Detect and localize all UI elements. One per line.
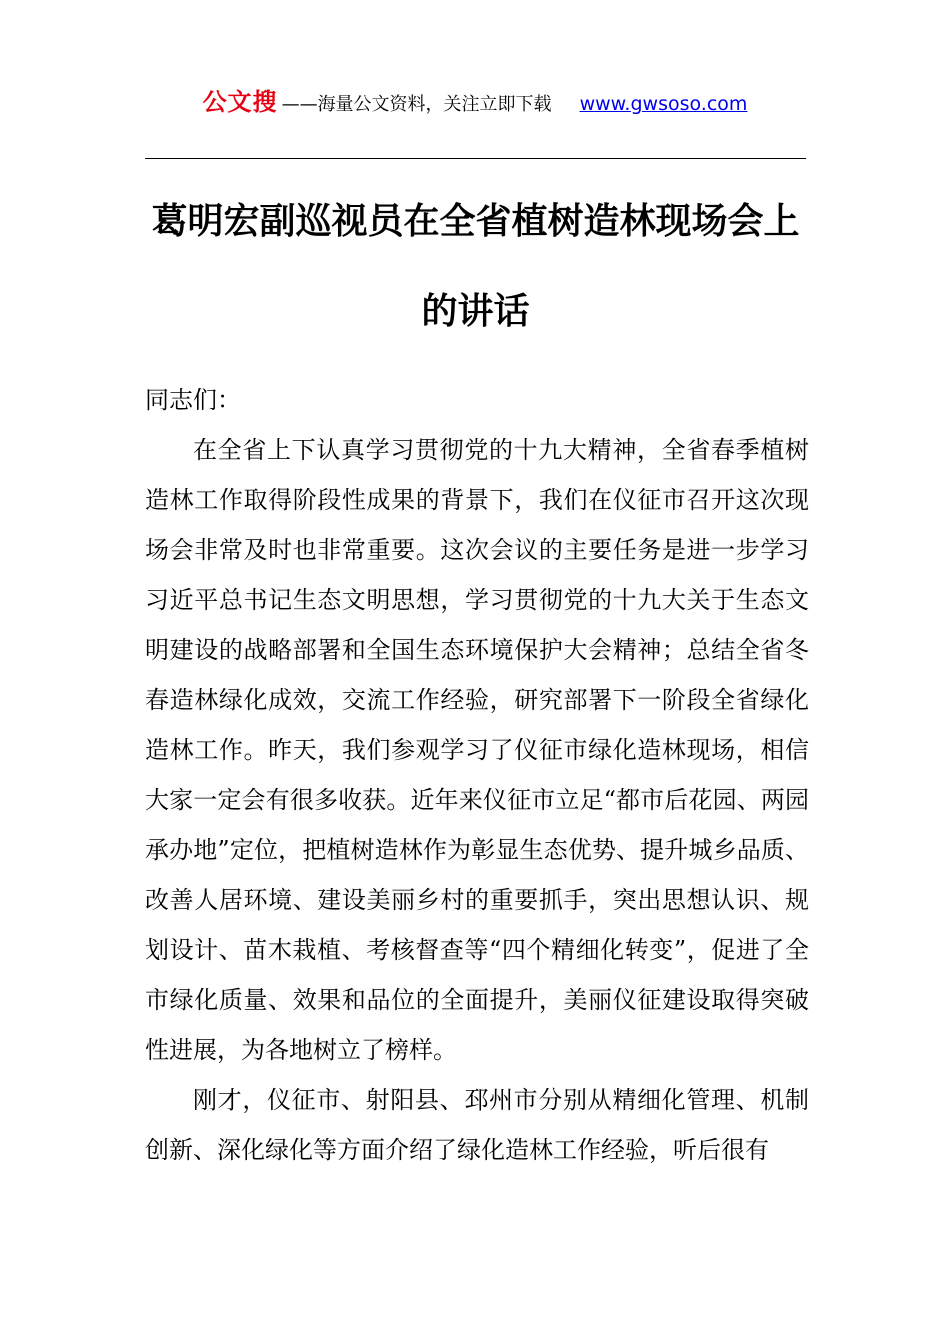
- document-title: 葛明宏副巡视员在全省植树造林现场会上的讲话: [151, 200, 800, 332]
- body-paragraph-1: 在全省上下认真学习贯彻党的十九大精神，全省春季植树造林工作取得阶段性成果的背景下，我们在仪征市召开这次现场会非常及时也非常重要。这次会议的主要任务是进一步学习习近平总书记生态文明思想，学习贯彻党的十九大关于生态文明建设的战略部署和全国生态环境保护大会精神；总结全省冬春造林绿化成效，交流工作经验，研究部署下一阶段全省绿化造林工作。昨天，我们参观学习了仪征市绿化造林现场，相信大家一定会有很多收获。近年来仪征市立足“都市后花园、两园承办地”定位，把植树造林作为彰显生态优势、提升城乡品质、改善人居环境、建设美丽乡村的重要抓手，突出思想认识、规划设计、苗木栽植、考核督查等“四个精细化转变”，促进了全市绿化质量、效果和品位的全面提升，美丽仪征建设取得突破性进展，为各地树立了榜样。: [145, 436, 809, 1064]
- header-tagline: ——海量公文资料，关注立即下载: [281, 94, 552, 115]
- document-body: [145, 375, 809, 1175]
- body-paragraph-2: 刚才，仪征市、射阳县、邳州市分别从精细化管理、机制创新、深化绿化等方面介绍了绿化造林工作经验，听后很有: [145, 1086, 809, 1164]
- header-divider: [145, 158, 806, 159]
- website-link[interactable]: www.gwsoso.com: [579, 93, 748, 115]
- page-header: [0, 82, 950, 117]
- salutation: 同志们：: [145, 386, 241, 414]
- brand-logo-text: 公文搜: [202, 88, 278, 116]
